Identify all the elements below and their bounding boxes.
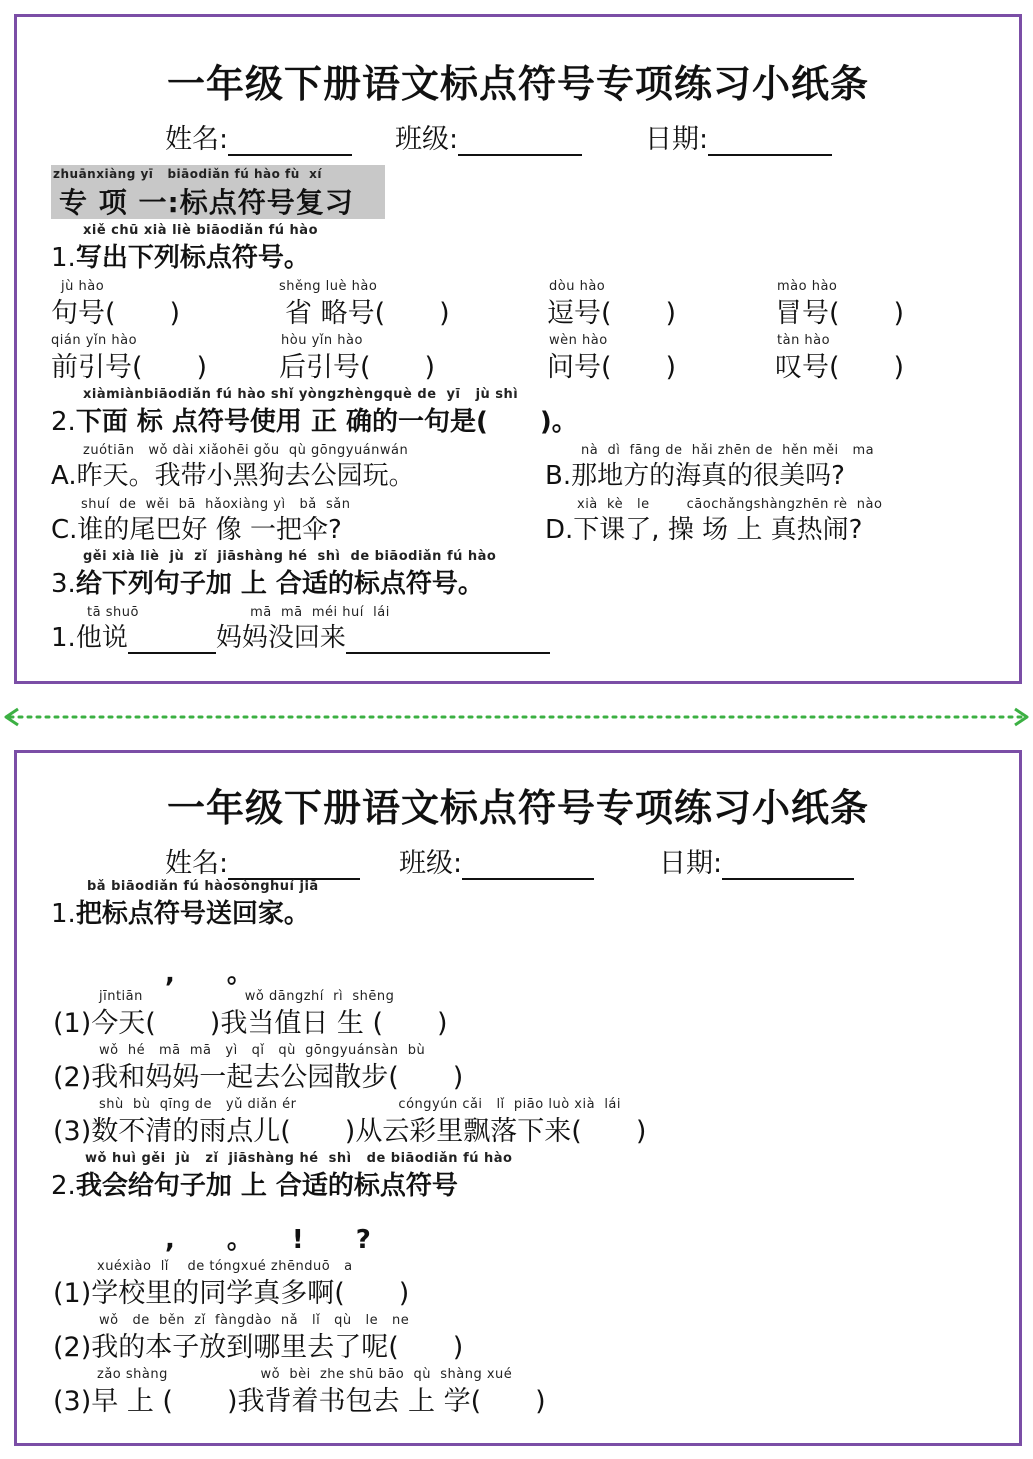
item-fill-blank[interactable]: 冒号( ) bbox=[775, 298, 905, 329]
item-fill-blank[interactable]: 后引号( ) bbox=[279, 352, 436, 383]
item-pinyin: hòu yǐn hào bbox=[281, 333, 363, 348]
item-pinyin: wèn hào bbox=[549, 333, 608, 348]
option-d[interactable]: D.下课了, 操 场 上 真热闹? bbox=[545, 515, 863, 545]
sentence-part-a: 他说 bbox=[75, 623, 128, 653]
item-fill-blank[interactable]: 省 略号( ) bbox=[285, 298, 450, 329]
item-pinyin: jīntiān wǒ dāngzhí rì shēng bbox=[99, 989, 395, 1004]
question-text: 下面 标 点符号使用 正 确的一句是( )。 bbox=[75, 407, 578, 437]
answer-blank[interactable] bbox=[128, 628, 216, 654]
class-label: 班级: bbox=[395, 124, 459, 155]
question-number: 2. bbox=[51, 407, 76, 437]
option-pinyin: xià kè le cāochǎngshàngzhēn rè nào bbox=[577, 497, 883, 512]
item-pinyin: shěng luè hào bbox=[279, 279, 378, 294]
item-pinyin: xuéxiào lǐ de tóngxué zhēnduō a bbox=[97, 1259, 353, 1274]
question-number: 3. bbox=[51, 569, 76, 599]
q1-pinyin: bǎ biāodiǎn fú hàosònghuí jiā bbox=[87, 879, 319, 894]
name-label: 姓名: bbox=[165, 124, 229, 155]
class-field[interactable] bbox=[395, 117, 582, 156]
punctuation-bank: , 。 bbox=[165, 959, 253, 989]
sentence-part-b: 妈妈没回来 bbox=[215, 623, 346, 653]
item-pinyin: jù hào bbox=[61, 279, 105, 294]
worksheet-title: 一年级下册语文标点符号专项练习小纸条 bbox=[166, 786, 869, 830]
item-pinyin: shù bù qīng de yǔ diǎn ér cóngyún cǎi lǐ piāo luò xià lái bbox=[99, 1097, 622, 1112]
item-fill-blank[interactable]: (2)我的本子放到哪里去了呢( ) bbox=[53, 1332, 464, 1363]
item-fill-blank[interactable]: 前引号( ) bbox=[51, 352, 208, 383]
q1-pinyin: xiě chū xià liè biāodiǎn fú hào bbox=[83, 223, 318, 238]
option-pinyin: shuí de wěi bā hǎoxiàng yì bǎ sǎn bbox=[81, 497, 351, 512]
question-text: 我会给句子加 上 合适的标点符号 bbox=[75, 1171, 458, 1201]
sentence-item bbox=[51, 617, 550, 654]
item-pinyin: wǒ de běn zǐ fàngdào nǎ lǐ qù le ne bbox=[99, 1313, 410, 1328]
date-field[interactable] bbox=[659, 841, 854, 880]
item-pinyin: wǒ hé mā mā yì qǐ qù gōngyuánsàn bù bbox=[99, 1043, 426, 1058]
item-fill-blank[interactable]: 句号( ) bbox=[51, 298, 181, 329]
question-1 bbox=[51, 237, 310, 274]
item-pinyin: tā shuō mā mā méi huí lái bbox=[87, 605, 390, 620]
section-badge bbox=[51, 165, 385, 219]
worksheet-title: 一年级下册语文标点符号专项练习小纸条 bbox=[166, 62, 869, 106]
question-number: 1. bbox=[51, 243, 76, 273]
question-1 bbox=[51, 893, 310, 930]
question-number: 1. bbox=[51, 899, 76, 929]
question-number: 2. bbox=[51, 1171, 76, 1201]
item-pinyin: mào hào bbox=[777, 279, 838, 294]
punctuation-bank: , 。 ! ? bbox=[165, 1225, 371, 1255]
answer-blank[interactable] bbox=[346, 628, 550, 654]
question-3 bbox=[51, 563, 484, 600]
name-label: 姓名: bbox=[165, 848, 229, 879]
item-pinyin: zǎo shàng wǒ bèi zhe shū bāo qù shàng xué bbox=[97, 1367, 513, 1382]
section-title: 专 项 一:标点符号复习 bbox=[59, 186, 354, 219]
question-text: 把标点符号送回家。 bbox=[75, 899, 310, 929]
item-pinyin: qián yǐn hào bbox=[51, 333, 138, 348]
name-field[interactable] bbox=[165, 117, 352, 156]
option-pinyin: nà dì fāng de hǎi zhēn de hěn měi ma bbox=[581, 443, 875, 458]
option-pinyin: zuótiān wǒ dài xiǎohēi gǒu qù gōngyuánwán bbox=[83, 443, 409, 458]
question-text: 写出下列标点符号。 bbox=[75, 243, 310, 273]
q2-pinyin: xiàmiànbiāodiǎn fú hào shǐ yòngzhèngquè de yī jù shì bbox=[83, 387, 519, 402]
q2-pinyin: wǒ huì gěi jù zǐ jiāshàng hé shì de biāodiǎn fú hào bbox=[85, 1151, 513, 1166]
question-text: 给下列句子加 上 合适的标点符号。 bbox=[75, 569, 484, 599]
item-fill-blank[interactable]: 叹号( ) bbox=[775, 352, 905, 383]
item-fill-blank[interactable]: (3)数不清的雨点儿( )从云彩里飘落下来( ) bbox=[53, 1116, 647, 1147]
q3-pinyin: gěi xià liè jù zǐ jiāshàng hé shì de biāodiǎn fú hào bbox=[83, 549, 497, 564]
class-field[interactable] bbox=[399, 841, 594, 880]
section-pinyin: zhuānxiàng yī biāodiǎn fú hào fù xí bbox=[53, 167, 322, 181]
option-b[interactable]: B.那地方的海真的很美吗? bbox=[545, 461, 845, 491]
option-c[interactable]: C.谁的尾巴好 像 一把伞? bbox=[51, 515, 342, 545]
item-number: 1. bbox=[51, 623, 76, 653]
option-a[interactable]: A.昨天。我带小黑狗去公园玩。 bbox=[51, 461, 415, 491]
worksheet-card-1 bbox=[14, 14, 1022, 684]
item-fill-blank[interactable]: (1)学校里的同学真多啊( ) bbox=[53, 1278, 410, 1309]
item-fill-blank[interactable]: (1)今天( )我当值日 生 ( ) bbox=[53, 1008, 448, 1039]
class-label: 班级: bbox=[399, 848, 463, 879]
item-fill-blank[interactable]: 问号( ) bbox=[547, 352, 677, 383]
date-label: 日期: bbox=[645, 124, 709, 155]
date-field[interactable] bbox=[645, 117, 832, 156]
item-pinyin: dòu hào bbox=[549, 279, 606, 294]
question-2 bbox=[51, 401, 578, 438]
cut-line-divider bbox=[0, 705, 1033, 729]
item-pinyin: tàn hào bbox=[777, 333, 831, 348]
date-label: 日期: bbox=[659, 848, 723, 879]
item-fill-blank[interactable]: 逗号( ) bbox=[547, 298, 677, 329]
item-fill-blank[interactable]: (3)早 上 ( )我背着书包去 上 学( ) bbox=[53, 1386, 546, 1417]
question-2 bbox=[51, 1165, 458, 1202]
name-field[interactable] bbox=[165, 841, 360, 880]
item-fill-blank[interactable]: (2)我和妈妈一起去公园散步( ) bbox=[53, 1062, 464, 1093]
worksheet-card-2 bbox=[14, 750, 1022, 1446]
